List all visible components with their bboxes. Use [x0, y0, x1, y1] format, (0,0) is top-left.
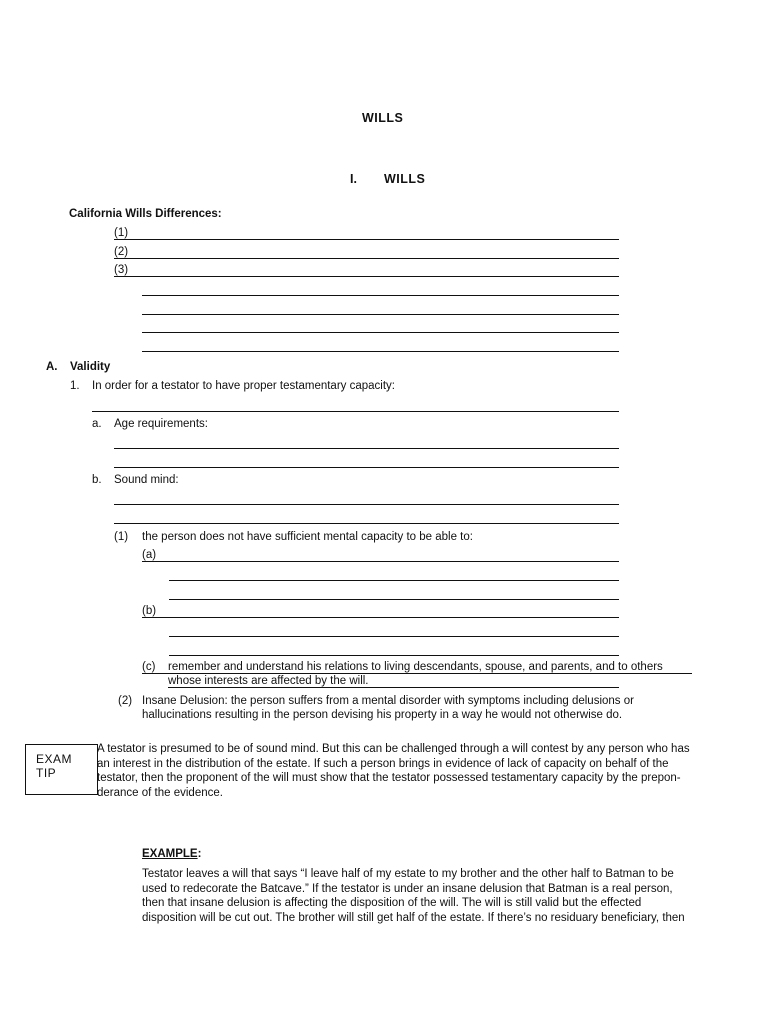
sub-a-label: a.: [92, 418, 102, 430]
exam-tip-line: A testator is presumed to be of sound mind. But this can be challenged through a will contest by any person who has: [97, 743, 690, 755]
example-line: then that insane delusion is affecting the disposition of the will. The will is still valid but the effected: [142, 897, 642, 909]
item-1-text: In order for a testator to have proper testamentary capacity:: [92, 380, 395, 392]
exam-tip-line: derance of the evidence.: [97, 786, 223, 799]
fill-in-line: [114, 276, 619, 277]
sound-mind-1c-label: (c): [142, 661, 156, 673]
fill-in-line: [142, 561, 619, 562]
sound-mind-2-number: (2): [118, 695, 133, 707]
sound-mind-1b-label: (b): [142, 605, 157, 617]
example-paragraph: [142, 867, 685, 925]
fill-in-line: [114, 258, 619, 259]
example-line: disposition will be cut out. The brother will still get half of the estate. If there’s no residuary beneficiary, then: [142, 911, 685, 924]
fill-in-line: [114, 239, 619, 240]
example-colon: :: [197, 848, 202, 860]
fill-in-line: [142, 314, 619, 315]
fill-in-line: [142, 673, 692, 674]
section-a-label: A.: [46, 361, 58, 373]
example-label: EXAMPLE: [142, 848, 198, 860]
fill-in-line: [114, 467, 619, 468]
fill-in-line: [169, 580, 619, 581]
fill-in-line: [169, 655, 619, 656]
exam-tip-line: testator, then the proponent of the will must show that the testator possessed testamentary capacity by the prepon-: [97, 772, 681, 784]
sound-mind-2-line2: hallucinations resulting in the person devising his property in a way he would not otherwise do.: [142, 709, 623, 721]
differences-heading: California Wills Differences:: [69, 208, 222, 220]
example-line: Testator leaves a will that says “I leave half of my estate to my brother and the other half to Batman to be: [142, 868, 674, 880]
exam-tip-label-line2: TIP: [36, 766, 57, 780]
exam-tip-box: [25, 744, 98, 795]
sound-mind-1a-label: (a): [142, 549, 157, 561]
fill-in-line: [142, 351, 619, 352]
fill-in-line: [169, 599, 619, 600]
sound-mind-1-number: (1): [114, 531, 129, 543]
page-title: WILLS: [362, 111, 404, 125]
fill-in-line: [114, 448, 619, 449]
sound-mind-2-line1: Insane Delusion: the person suffers from a mental disorder with symptoms including delusions or: [142, 695, 634, 707]
exam-tip-label-line1: EXAM: [36, 752, 73, 766]
fill-in-line: [92, 411, 619, 412]
exam-tip-paragraph: [97, 742, 690, 800]
fill-in-line: [142, 332, 619, 333]
item-1-number: 1.: [70, 380, 80, 392]
fill-in-line: [114, 504, 619, 505]
blank-label-2: (2): [114, 246, 129, 258]
section-number: I.: [350, 172, 357, 186]
fill-in-line: [114, 523, 619, 524]
sub-a-text: Age requirements:: [114, 418, 208, 430]
sub-b-label: b.: [92, 474, 102, 486]
blank-label-1: (1): [114, 227, 129, 239]
section-a-heading: Validity: [70, 361, 111, 373]
sound-mind-1-text: the person does not have sufficient mental capacity to be able to:: [142, 531, 473, 543]
fill-in-line: [142, 295, 619, 296]
fill-in-line: [168, 687, 619, 688]
blank-label-3: (3): [114, 264, 129, 276]
fill-in-line: [169, 636, 619, 637]
example-line: used to redecorate the Batcave.” If the testator is under an insane delusion that Batman is a real person,: [142, 882, 673, 895]
sound-mind-1c-line1: remember and understand his relations to living descendants, spouse, and parents, and to others: [168, 661, 663, 673]
sound-mind-1c-line2: whose interests are affected by the will.: [168, 675, 369, 687]
exam-tip-line: an interest in the distribution of the estate. If such a person brings in evidence of lack of capacity on behalf of the: [97, 757, 669, 770]
section-title: WILLS: [384, 172, 426, 186]
example-heading: [142, 848, 201, 860]
sub-b-text: Sound mind:: [114, 474, 179, 486]
fill-in-line: [142, 617, 619, 618]
